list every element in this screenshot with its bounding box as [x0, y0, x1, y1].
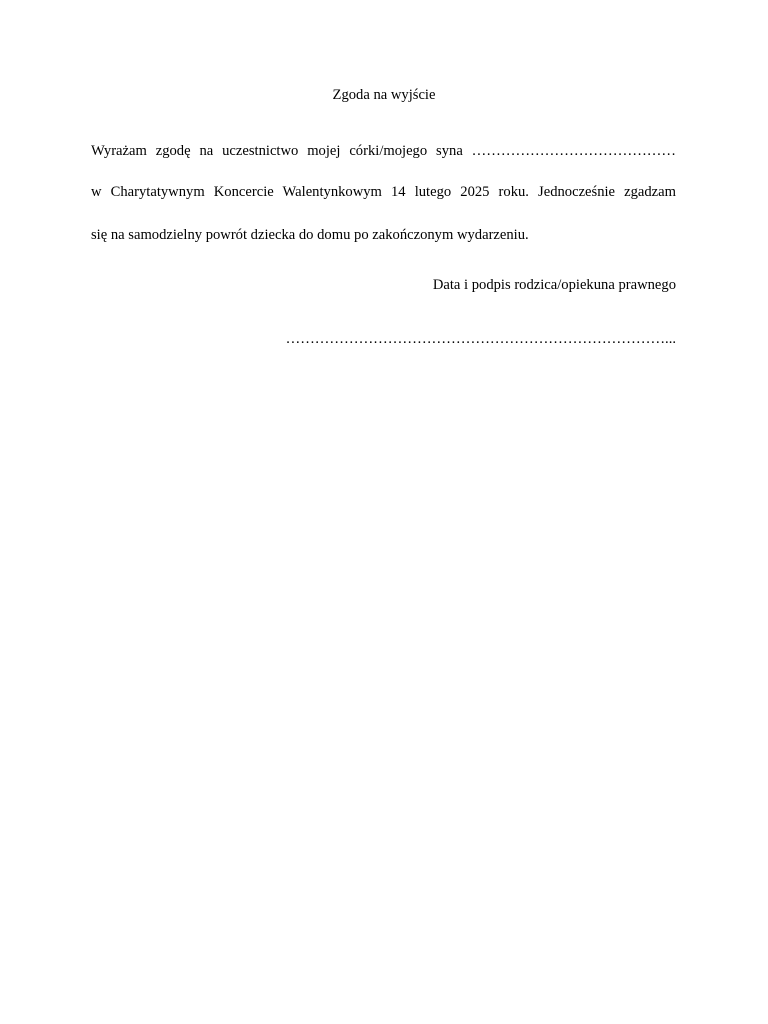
signature-label: Data i podpis rodzica/opiekuna prawnego — [432, 277, 676, 293]
consent-text-line-2: w Charytatywnym Koncercie Walentynkowym 14 lutego 2025 roku. Jednocześnie zgadzam — [91, 184, 676, 200]
signature-line: ……………………………………………………………………... — [285, 331, 676, 347]
consent-text-line-3: się na samodzielny powrót dziecka do domu po zakończonym wydarzeniu. — [91, 227, 529, 243]
consent-text-line-1: Wyrażam zgodę na uczestnictwo mojej córki/mojego syna …………………………………… — [91, 143, 676, 159]
document-title: Zgoda na wyjście — [332, 87, 436, 103]
